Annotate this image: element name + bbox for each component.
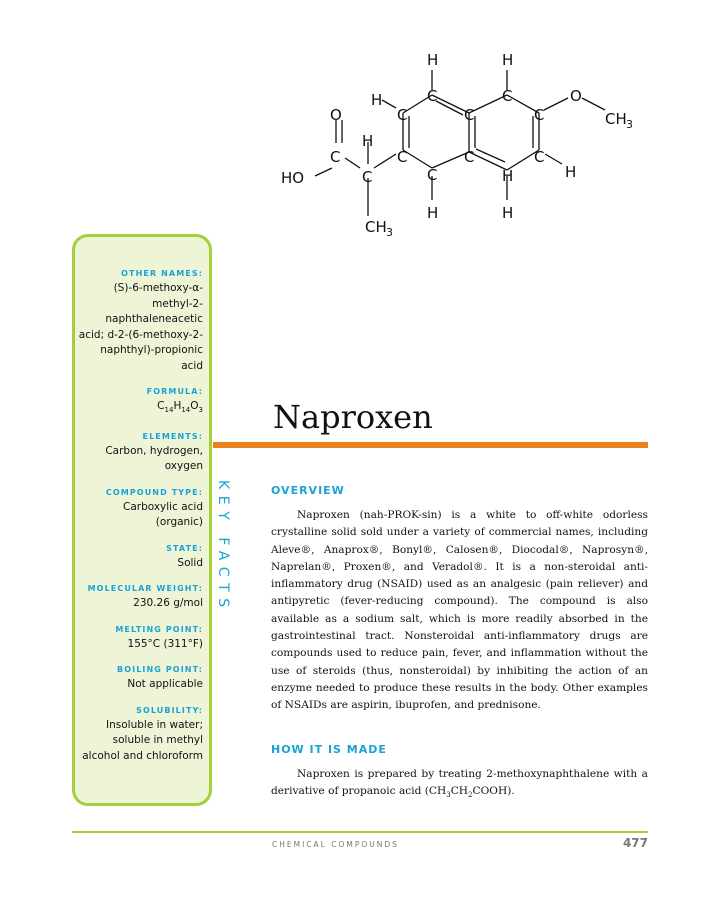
how-made-text-mid: CH [450, 784, 469, 797]
page-title: Naproxen [273, 398, 433, 436]
fact-value: Carboxylic acid (organic) [122, 500, 203, 529]
fact-label: MELTING POINT: [115, 624, 203, 634]
atom-subscript: 3 [386, 226, 393, 239]
fact-label: MOLECULAR WEIGHT: [87, 584, 203, 594]
bonds [315, 70, 605, 216]
formula-h-count: 14 [181, 406, 191, 415]
atom-h: H [371, 91, 383, 109]
atom-c: C [464, 106, 475, 124]
fact-value: Solid [177, 556, 203, 569]
fact-label: SOLUBILITY: [136, 705, 203, 715]
atom-c-lower: H [502, 167, 514, 185]
fact-solubility [77, 706, 203, 765]
atom-c: C [427, 166, 438, 184]
atom-o: O [330, 106, 342, 124]
article-body [271, 484, 648, 800]
atom-c: C [464, 148, 475, 166]
fact-label: FORMULA: [146, 387, 203, 396]
fact-label: STATE: [166, 543, 203, 553]
atom-h: H [502, 204, 514, 222]
atom-c: C [534, 106, 545, 124]
atom-h: H [427, 204, 439, 222]
how-made-text-end: COOH). [472, 784, 515, 797]
fact-value: 230.26 g/mol [133, 597, 203, 610]
atom-labels [281, 51, 633, 239]
facts-list [77, 269, 203, 777]
formula-value [77, 399, 203, 419]
formula-c: C [157, 400, 165, 412]
fact-label: ELEMENTS: [142, 431, 203, 441]
fact-formula [77, 387, 203, 419]
atom-c: C [362, 168, 373, 186]
atom-subscript: 3 [626, 118, 633, 131]
subscript: 2 [468, 790, 473, 799]
structure-svg [270, 40, 650, 250]
how-made-heading: HOW IT IS MADE [271, 742, 387, 756]
fact-other-names [77, 269, 203, 374]
atom-o: O [570, 87, 582, 105]
atom-ch: CH [365, 218, 387, 236]
fact-compound-type [77, 488, 203, 531]
fact-molecular-weight [77, 584, 203, 612]
atom-c: C [330, 148, 341, 166]
atom-h: H [565, 163, 577, 181]
naproxen-structure-diagram [270, 40, 650, 250]
atom-ho: HO [281, 169, 305, 187]
atom-c: C [427, 87, 438, 105]
how-made-text-start: Naproxen is prepared by treating 2-methoxynaphthalene with a derivative of propanoic acid (CH [271, 767, 648, 797]
atom-ch: CH [605, 110, 627, 128]
fact-state [77, 544, 203, 572]
overview-heading: OVERVIEW [271, 484, 345, 497]
footer-section-title: CHEMICAL COMPOUNDS [272, 840, 399, 849]
page-number: 477 [622, 836, 648, 850]
fact-value: Not applicable [127, 678, 203, 691]
fact-label: OTHER NAMES: [121, 269, 203, 278]
subscript: 3 [446, 790, 451, 799]
fact-value: Insoluble in water; soluble in methyl alcohol and chloroform [82, 718, 203, 762]
fact-elements [77, 432, 203, 475]
formula-c-count: 14 [164, 406, 174, 415]
fact-value: (S)-6-methoxy-α-methyl-2-naphthaleneacetic acid; d-2-(6-methoxy-2-naphthyl)-propionic acid [78, 282, 203, 372]
atom-h: H [502, 51, 514, 69]
formula-h: H [173, 400, 182, 412]
formula-o: O [190, 400, 199, 412]
key-facts-vertical-label [217, 480, 231, 650]
fact-value: 155°C (311°F) [127, 637, 203, 650]
fact-label: COMPOUND TYPE: [105, 487, 203, 497]
footer-rule [72, 831, 648, 833]
key-facts-text: KEY FACTS [215, 480, 231, 614]
overview-paragraph: Naproxen (nah-PROK-sin) is a white to off-white odorless crystalline solid sold under a variety of commercial names, including Aleve®, Anaprox®, Bonyl®, Calosen®, Diocodal®, Naprosyn®, Naprelan®, Proxen®, and Veradol®. It is a non-steroidal anti-inflammatory drug (NSAID) used as an analgesic (pain reliever) and antipyretic (fever-reducing compound). The compound is also available as a sodium salt, which is more readily absorbed in the gastrointestinal tract. Nonsteroidal anti-inflammatory drugs are compounds used to reduce pain, fever, and inflammation without the use of steroids (thus, nonsteroidal) by inhibiting the action of an enzyme needed to produce these results in the body. Other examples of NSAIDs are aspirin, ibuprofen, and prednisone. [271, 509, 648, 712]
fact-melting-point [77, 625, 203, 653]
atom-h: H [427, 51, 439, 69]
atom-c: C [534, 148, 545, 166]
fact-label: BOILING POINT: [117, 665, 203, 675]
atom-c: C [397, 106, 408, 124]
key-facts-sidebar [72, 234, 212, 806]
how-made-paragraph [271, 766, 648, 801]
fact-boiling-point [77, 665, 203, 693]
atom-c: C [397, 148, 408, 166]
atom-h: H [362, 132, 374, 150]
atom-c: C [502, 87, 513, 105]
fact-value: Carbon, hydrogen, oxygen [105, 444, 203, 473]
title-underline [213, 442, 648, 448]
formula-o-count: 3 [198, 406, 203, 415]
